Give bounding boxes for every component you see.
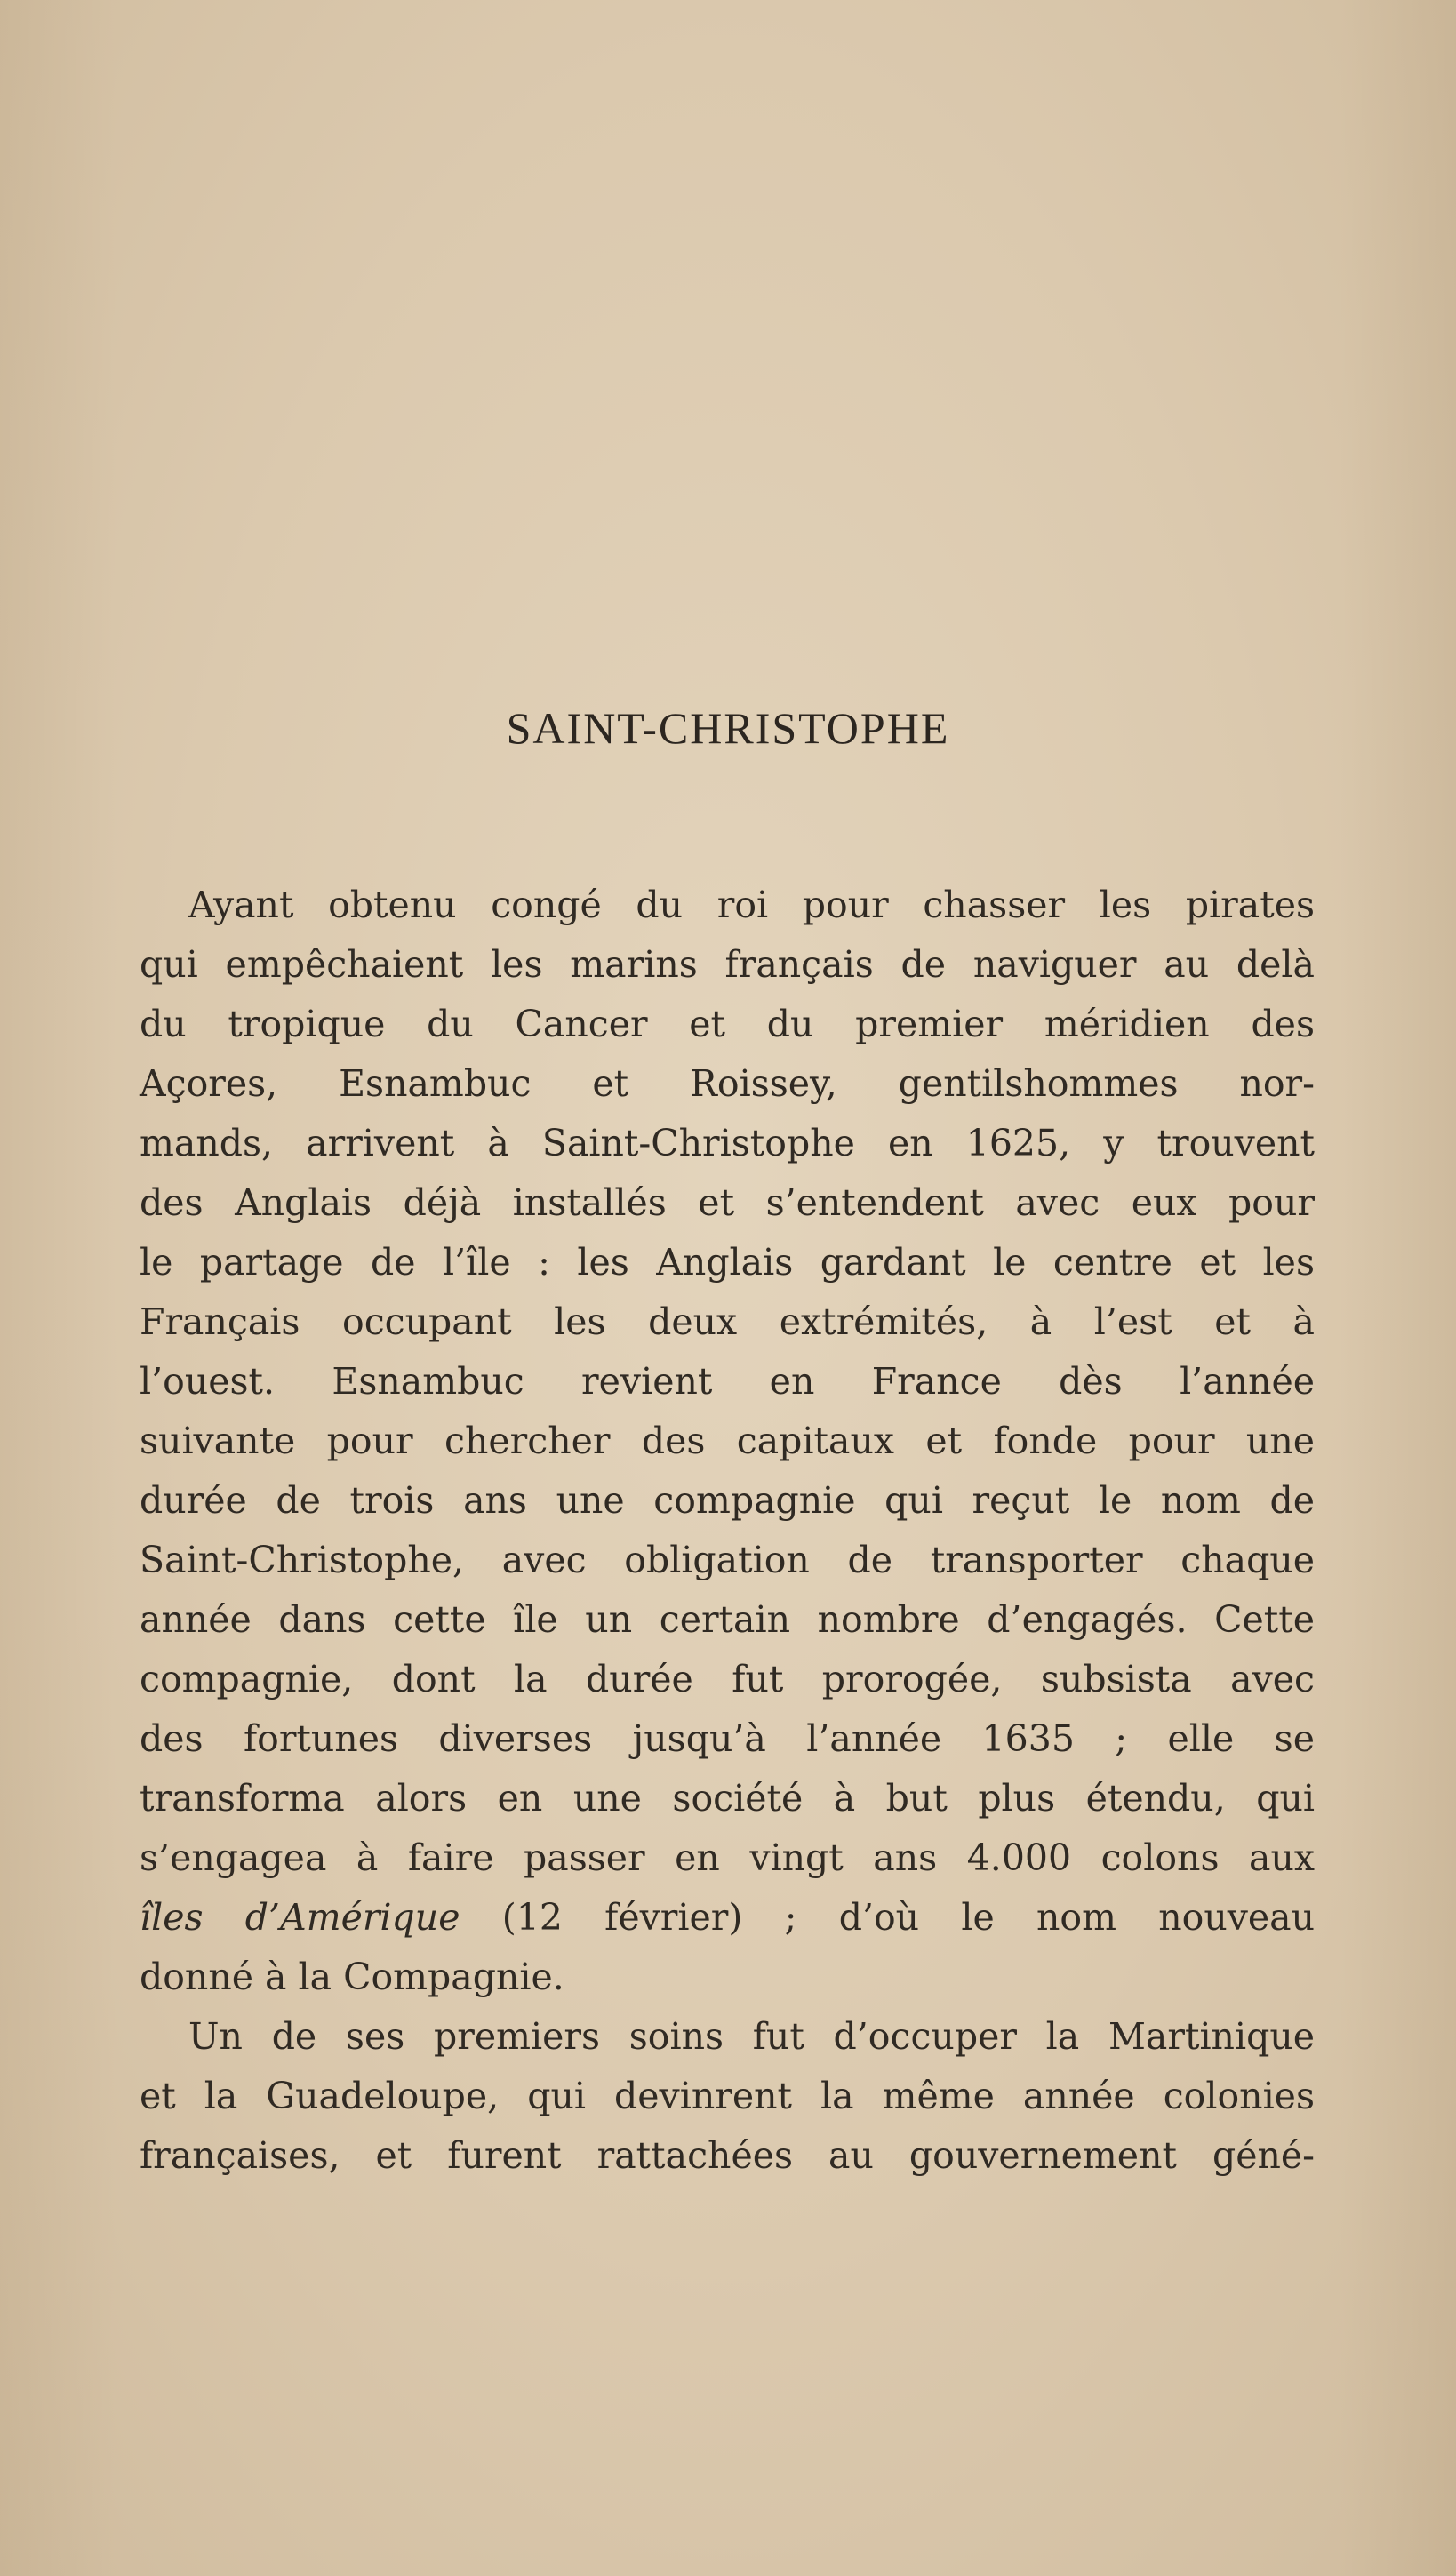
text-line: année dans cette île un certain nombre d’engagés. Cette <box>140 1598 1315 1641</box>
text-line: françaises, et furent rattachées au gouvernement géné- <box>140 2134 1315 2177</box>
chapter-title: SAINT-CHRISTOPHE <box>506 703 950 753</box>
body-text <box>140 876 1315 2186</box>
text-line <box>140 1888 1315 1948</box>
text-line: du tropique du Cancer et du premier méridien des <box>140 1003 1315 1045</box>
text-line: suivante pour chercher des capitaux et fonde pour une <box>140 1420 1315 1462</box>
text-line: le partage de l’île : les Anglais gardant le centre et les <box>140 1241 1315 1284</box>
text-line: transforma alors en une société à but plus étendu, qui <box>140 1777 1315 1820</box>
text-line: durée de trois ans une compagnie qui reçut le nom de <box>140 1479 1315 1522</box>
text-line: mands, arrivent à Saint-Christophe en 1625, y trouvent <box>140 1122 1315 1164</box>
italic-place-name: îles d’Amérique <box>140 1896 460 1939</box>
text-line: Français occupant les deux extrémités, à l’est et à <box>140 1300 1315 1343</box>
text-line: des fortunes diverses jusqu’à l’année 1635 ; elle se <box>140 1717 1315 1760</box>
text-line: Açores, Esnambuc et Roissey, gentilshommes nor- <box>140 1062 1315 1105</box>
text-line: des Anglais déjà installés et s’entendent avec eux pour <box>140 1181 1315 1224</box>
text-line: s’engagea à faire passer en vingt ans 4.000 colons aux <box>140 1836 1315 1879</box>
text-line: compagnie, dont la durée fut prorogée, subsista avec <box>140 1658 1315 1700</box>
text-line-rest: (12 février) ; d’où le nom nouveau <box>460 1896 1316 1939</box>
text-line: Un de ses premiers soins fut d’occuper la Martinique <box>188 2015 1315 2058</box>
text-line: qui empêchaient les marins français de naviguer au delà <box>140 943 1315 986</box>
text-line: l’ouest. Esnambuc revient en France dès l’année <box>140 1360 1315 1403</box>
text-line: Ayant obtenu congé du roi pour chasser les pirates <box>188 884 1315 926</box>
text-line: Saint-Christophe, avec obligation de transporter chaque <box>140 1539 1315 1581</box>
text-line: donné à la Compagnie. <box>140 1956 564 1998</box>
text-line: et la Guadeloupe, qui devinrent la même année colonies <box>140 2075 1315 2117</box>
